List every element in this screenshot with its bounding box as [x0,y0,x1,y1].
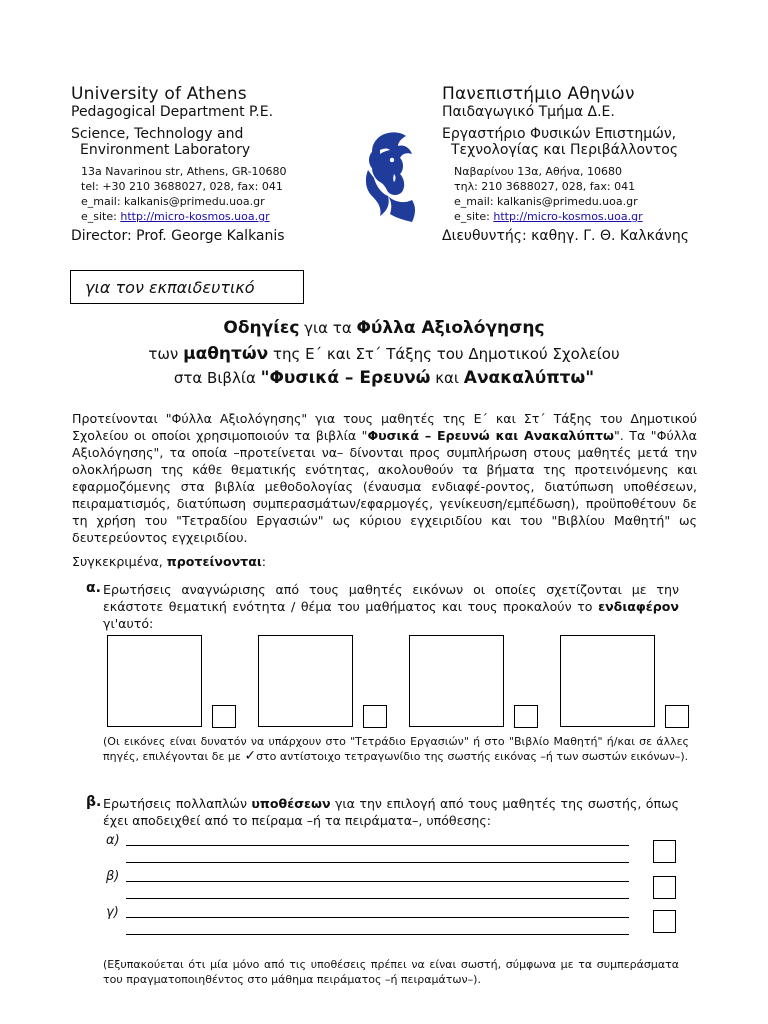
intro-specifically: Συγκεκριμένα, προτείνονται: [72,554,267,569]
tel-gr: τηλ: 210 3688027, 028, fax: 041 [454,180,636,193]
lab-gr-line1: Εργαστήριο Φυσικών Επιστημών, [442,126,677,142]
teacher-label-box: για τον εκπαιδευτικό [70,270,304,304]
image-box-4 [560,635,655,727]
header-right [442,84,742,244]
section-b-marker: β. [86,794,102,810]
intro-paragraph: Προτείνονται "Φύλλα Αξιολόγησης" για τους μαθητές της Ε΄ και Στ΄ Τάξης του Δημοτικού Σχολείου οι οποίοι χρησιμοποιούν τα βιβλία "Φυσικά – Ερευνώ και Ανακαλύπτω". Τα "Φύλλα Αξιολόγησης", τα οποία –προτείνεται να– δίνονται προς συμπλήρωση στους μαθητές μετά την ολοκλήρωση της κάθε θεματικής ενότητας, ακολουθούν τα βήματα της προτεινόμενης και εφαρμοζόμενης στα βιβλία μεθοδολογίας (έναυσμα ενδιαφέ-ροντος, διατύπωση υποθέσεων, πειραματισμός, διατύπωση συμπερασμάτων/εφαρμογές, γενίκευση/εμπέδωση), προϋποθέτουν δε τη χρήση του "Τετραδίου Εργασιών" ως κύριου εγχειριδίου και του "Βιβλίου Μαθητή" ως δευτερεύοντος εγχειριδίου. [72,411,697,545]
option-a-label: α) [106,833,120,848]
email-gr: e_mail: kalkanis@primedu.uoa.gr [454,195,638,208]
tel-en: tel: +30 210 3688027, 028, fax: 041 [81,180,283,193]
option-c-label: γ) [106,905,119,920]
image-box-3 [409,635,504,727]
option-b-line2[interactable] [126,898,629,899]
esite-link-gr[interactable]: http://micro-kosmos.uoa.gr [493,210,643,223]
option-c-line2[interactable] [126,934,629,935]
option-b-label: β) [106,869,120,884]
image-checkbox-3[interactable] [514,705,538,728]
image-checkbox-2[interactable] [363,705,387,728]
option-b-line1[interactable] [126,881,629,882]
address-gr: Ναβαρίνου 13α, Αθήνα, 10680 [454,165,623,178]
email-en: e_mail: kalkanis@primedu.uoa.gr [81,195,265,208]
lab-en-line1: Science, Technology and [71,126,244,142]
section-b-text: Ερωτήσεις πολλαπλών υποθέσεων για την επιλογή από τους μαθητές της σωστής, όπως έχει αποδειχθεί από το πείραμα –ή τα πειράματα–, υπόθεσης: [103,796,679,828]
option-c-line1[interactable] [126,917,629,918]
title-line1: Οδηγίες για τα Φύλλα Αξιολόγησης [223,318,545,338]
section-b-note: (Εξυπακούεται ότι μία μόνο από τις υποθέσεις πρέπει να είναι σωστή, σύμφωνα με τα συμπεράσματα του πραγματοποιηθέντος στο μάθημα πειράματος –ή πειραμάτων–). [103,958,679,986]
image-box-1 [107,635,202,727]
section-a-text: Ερωτήσεις αναγνώρισης από τους μαθητές εικόνων οι οποίες σχετίζονται με την εκάστοτε θεματική ενότητα / θέμα του μαθήματος και τους προκαλούν το ενδιαφέρον γι'αυτό: [103,582,679,631]
department-en: Pedagogical Department P.E. [71,104,274,120]
title-line3: στα Βιβλία "Φυσικά – Ερευνώ και Ανακαλύπτω" [173,368,595,388]
image-box-2 [258,635,353,727]
image-checkbox-4[interactable] [665,705,689,728]
university-title-gr: Πανεπιστήμιο Αθηνών [442,84,635,104]
option-a-checkbox[interactable] [653,840,676,863]
lab-en-line2: Environment Laboratory [80,142,251,158]
option-a-line2[interactable] [126,862,629,863]
section-a-note: (Οι εικόνες είναι δυνατόν να υπάρχουν στο "Τετράδιο Εργασιών" ή στο "Βιβλίο Μαθητή" ή/και σε άλλες πηγές, επιλέγονται δε με ✓στο αντίστοιχο τετραγωνίδιο της σωστής εικόνας –ή των σωστών εικόνων–). [103,735,689,764]
option-b-checkbox[interactable] [653,876,676,899]
address-en: 13a Navarinou str, Athens, GR-10680 [81,165,287,178]
lab-gr-line2: Τεχνολογίας και Περιβάλλοντος [451,142,679,158]
esite-gr: e_site: http://micro-kosmos.uoa.gr [454,210,643,223]
director-gr: Διευθυντής: καθηγ. Γ. Θ. Καλκάνης [442,228,689,244]
checkmark-icon: ✓ [244,748,257,764]
header-left [71,84,391,244]
image-checkbox-1[interactable] [212,705,236,728]
director-en: Director: Prof. George Kalkanis [71,228,285,244]
university-logo [358,130,424,226]
university-title-en: University of Athens [71,84,247,104]
title-line2: των μαθητών της Ε΄ και Στ΄ Τάξης του Δημοτικού Σχολείου [148,344,620,364]
option-a-line1[interactable] [126,845,629,846]
department-gr: Παιδαγωγικό Τμήμα Δ.Ε. [442,104,615,120]
esite-en: e_site: http://micro-kosmos.uoa.gr [81,210,270,223]
option-c-checkbox[interactable] [653,910,676,933]
esite-link-en[interactable]: http://micro-kosmos.uoa.gr [120,210,270,223]
section-a-marker: α. [86,580,101,596]
